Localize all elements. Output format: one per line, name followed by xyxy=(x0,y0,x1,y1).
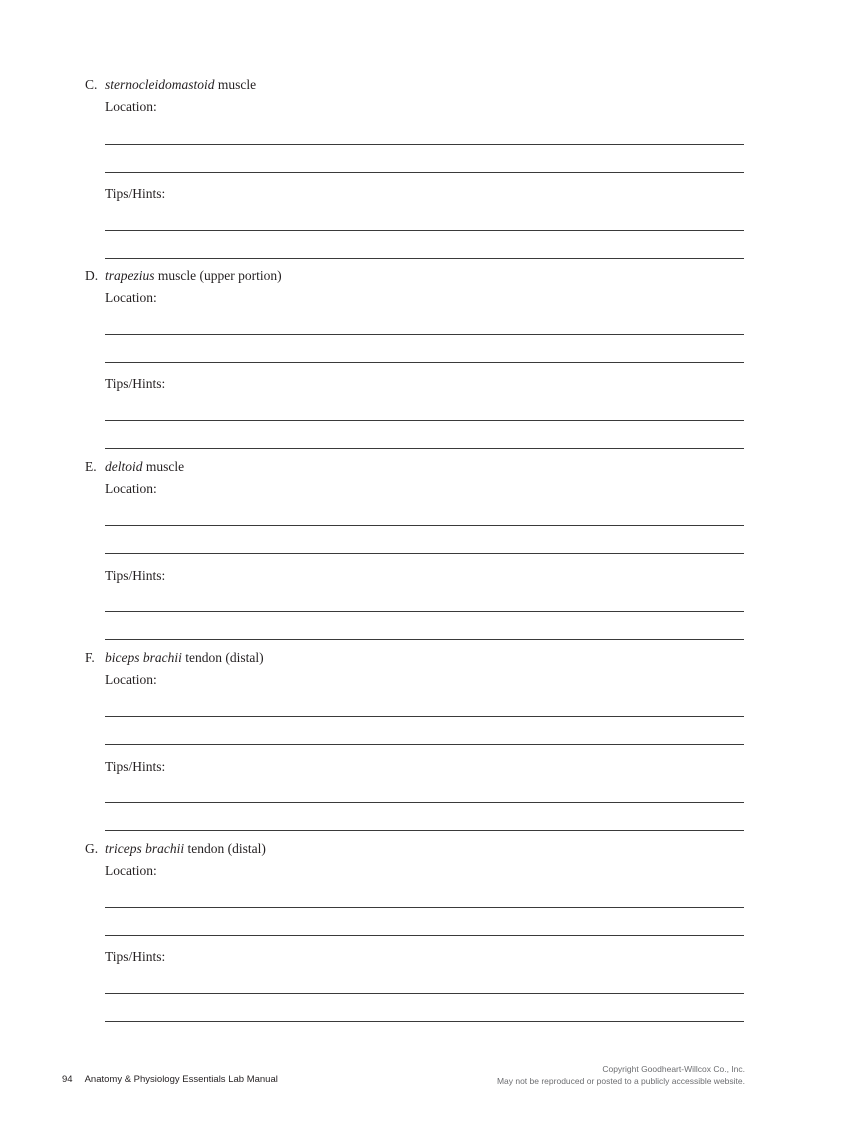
answer-line-location-1[interactable] xyxy=(105,716,744,717)
answer-line-tips-1[interactable] xyxy=(105,993,744,994)
answer-line-tips-1[interactable] xyxy=(105,611,744,612)
answer-line-tips-2[interactable] xyxy=(105,639,744,640)
answer-line-location-1[interactable] xyxy=(105,525,744,526)
tips-label: Tips/Hints: xyxy=(105,186,166,201)
answer-line-location-2[interactable] xyxy=(105,744,744,745)
page-footer-left xyxy=(62,1074,278,1085)
answer-line-tips-2[interactable] xyxy=(105,258,744,259)
heading-rest: muscle (upper portion) xyxy=(154,268,282,283)
muscle-term: triceps brachii xyxy=(105,841,185,856)
answer-line-tips-1[interactable] xyxy=(105,230,744,231)
copyright-line-2: May not be reproduced or posted to a publicly accessible website. xyxy=(496,1076,745,1086)
answer-line-tips-2[interactable] xyxy=(105,830,744,831)
book-title: Anatomy & Physiology Essentials Lab Manual xyxy=(84,1074,278,1085)
section-heading xyxy=(85,841,266,857)
tips-label: Tips/Hints: xyxy=(105,376,166,391)
answer-line-location-1[interactable] xyxy=(105,334,744,335)
heading-rest: tendon (distal) xyxy=(181,650,264,665)
page-number: 94 xyxy=(62,1074,73,1085)
heading-rest: muscle xyxy=(214,77,257,92)
answer-line-location-2[interactable] xyxy=(105,553,744,554)
answer-line-location-1[interactable] xyxy=(105,144,744,145)
section-heading xyxy=(85,77,256,93)
copyright-notice xyxy=(497,1063,745,1087)
answer-line-location-1[interactable] xyxy=(105,907,744,908)
answer-line-tips-2[interactable] xyxy=(105,1021,744,1022)
section-heading xyxy=(85,268,282,284)
section-heading xyxy=(85,459,184,475)
copyright-line-1: Copyright Goodheart-Willcox Co., Inc. xyxy=(602,1064,745,1074)
section-letter: F. xyxy=(85,650,95,665)
answer-line-tips-1[interactable] xyxy=(105,802,744,803)
answer-line-location-2[interactable] xyxy=(105,935,744,936)
muscle-term: biceps brachii xyxy=(105,650,182,665)
location-label: Location: xyxy=(105,290,157,305)
answer-line-tips-2[interactable] xyxy=(105,448,744,449)
heading-rest: tendon (distal) xyxy=(184,841,266,856)
location-label: Location: xyxy=(105,481,157,496)
tips-label: Tips/Hints: xyxy=(105,949,166,964)
location-label: Location: xyxy=(105,672,157,687)
section-letter: C. xyxy=(85,77,98,92)
section-letter: E. xyxy=(85,459,97,474)
muscle-term: sternocleidomastoid xyxy=(105,77,215,92)
answer-line-location-2[interactable] xyxy=(105,362,744,363)
location-label: Location: xyxy=(105,99,157,114)
answer-line-tips-1[interactable] xyxy=(105,420,744,421)
heading-rest: muscle xyxy=(142,459,185,474)
muscle-term: trapezius xyxy=(105,268,155,283)
answer-line-location-2[interactable] xyxy=(105,172,744,173)
section-heading xyxy=(85,650,264,666)
section-letter: D. xyxy=(85,268,99,283)
section-letter: G. xyxy=(85,841,99,856)
tips-label: Tips/Hints: xyxy=(105,568,166,583)
tips-label: Tips/Hints: xyxy=(105,759,166,774)
muscle-term: deltoid xyxy=(105,459,143,474)
location-label: Location: xyxy=(105,863,157,878)
